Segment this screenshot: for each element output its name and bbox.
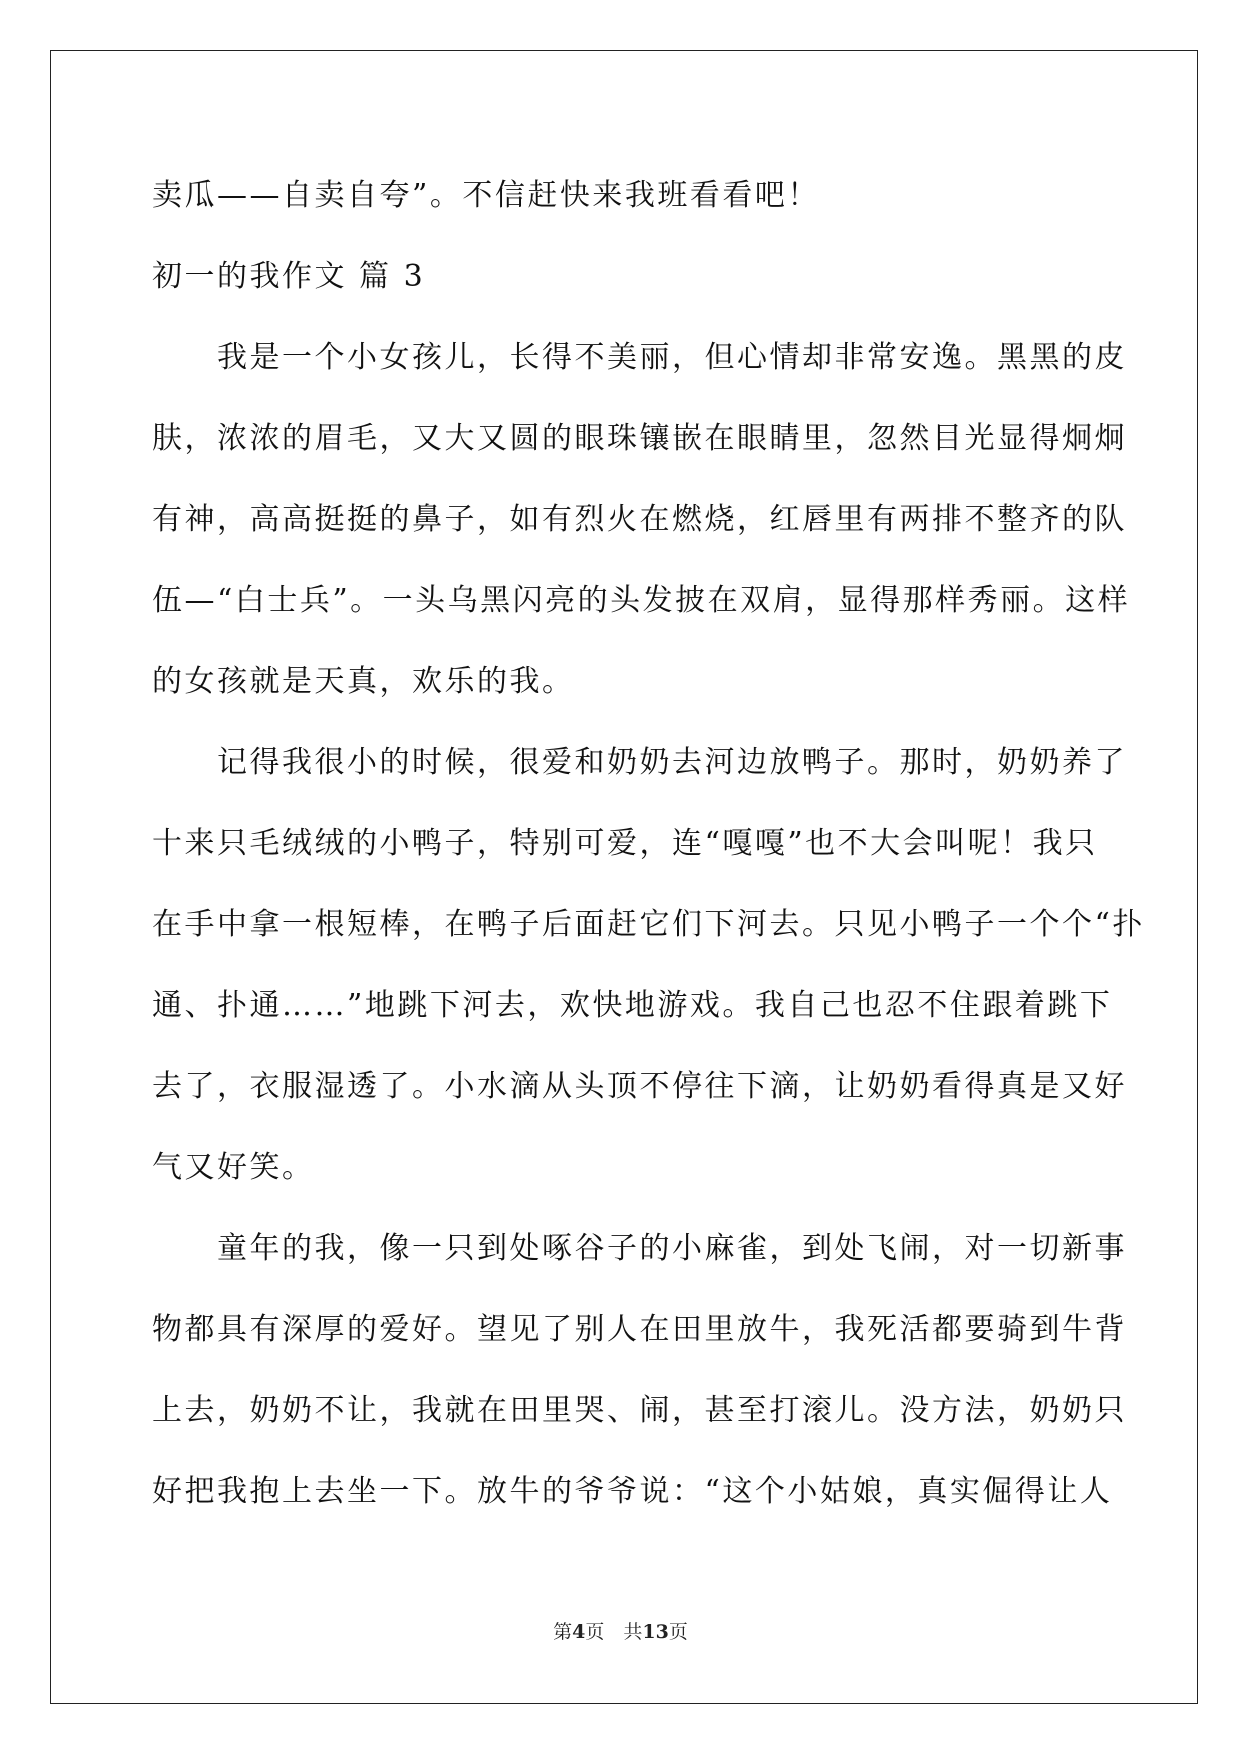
- text-line: 好把我抱上去坐一下。放牛的爷爷说：“这个小姑娘，真实倔得让人: [152, 1474, 1113, 1509]
- section-heading: 初一的我作文 篇 3: [152, 259, 426, 294]
- text-line: 的女孩就是天真，欢乐的我。: [152, 664, 575, 699]
- text-line: 我是一个小女孩儿，长得不美丽，但心情却非常安逸。黑黑的皮: [152, 340, 1127, 375]
- text-line: 记得我很小的时候，很爱和奶奶去河边放鸭子。那时，奶奶养了: [152, 745, 1127, 780]
- text-line: 卖瓜——自卖自夸”。不信赶快来我班看看吧！: [152, 178, 820, 213]
- footer-page-prefix: 第: [553, 1621, 573, 1643]
- text-line: 在手中拿一根短棒，在鸭子后面赶它们下河去。只见小鸭子一个个“扑: [152, 907, 1145, 942]
- text-line: 童年的我，像一只到处啄谷子的小麻雀，到处飞闹，对一切新事: [152, 1231, 1127, 1266]
- text-line: 肤，浓浓的眉毛，又大又圆的眼珠镶嵌在眼睛里，忽然目光显得炯炯: [152, 421, 1127, 456]
- footer-total-pages: 13: [642, 1621, 669, 1643]
- text-line: 十来只毛绒绒的小鸭子，特别可爱，连“嘎嘎”也不大会叫呢！我只: [152, 826, 1098, 861]
- text-line: 伍—“白士兵”。一头乌黑闪亮的头发披在双肩，显得那样秀丽。这样: [152, 583, 1131, 618]
- text-line: 去了，衣服湿透了。小水滴从头顶不停往下滴，让奶奶看得真是又好: [152, 1069, 1127, 1104]
- text-line: 物都具有深厚的爱好。望见了别人在田里放牛，我死活都要骑到牛背: [152, 1312, 1127, 1347]
- text-line: 气又好笑。: [152, 1150, 315, 1185]
- text-line: 上去，奶奶不让，我就在田里哭、闹，甚至打滚儿。没方法，奶奶只: [152, 1393, 1127, 1428]
- footer-current-page: 4: [572, 1621, 586, 1643]
- document-body: [152, 155, 1145, 1532]
- footer-page-suffix: 页: [668, 1621, 688, 1643]
- text-line: 有神，高高挺挺的鼻子，如有烈火在燃烧，红唇里有两排不整齐的队: [152, 502, 1127, 537]
- page-footer: [0, 1617, 1241, 1644]
- text-line: 通、扑通……”地跳下河去，欢快地游戏。我自己也忍不住跟着跳下: [152, 988, 1113, 1023]
- footer-page-mid: 页 共: [585, 1621, 643, 1643]
